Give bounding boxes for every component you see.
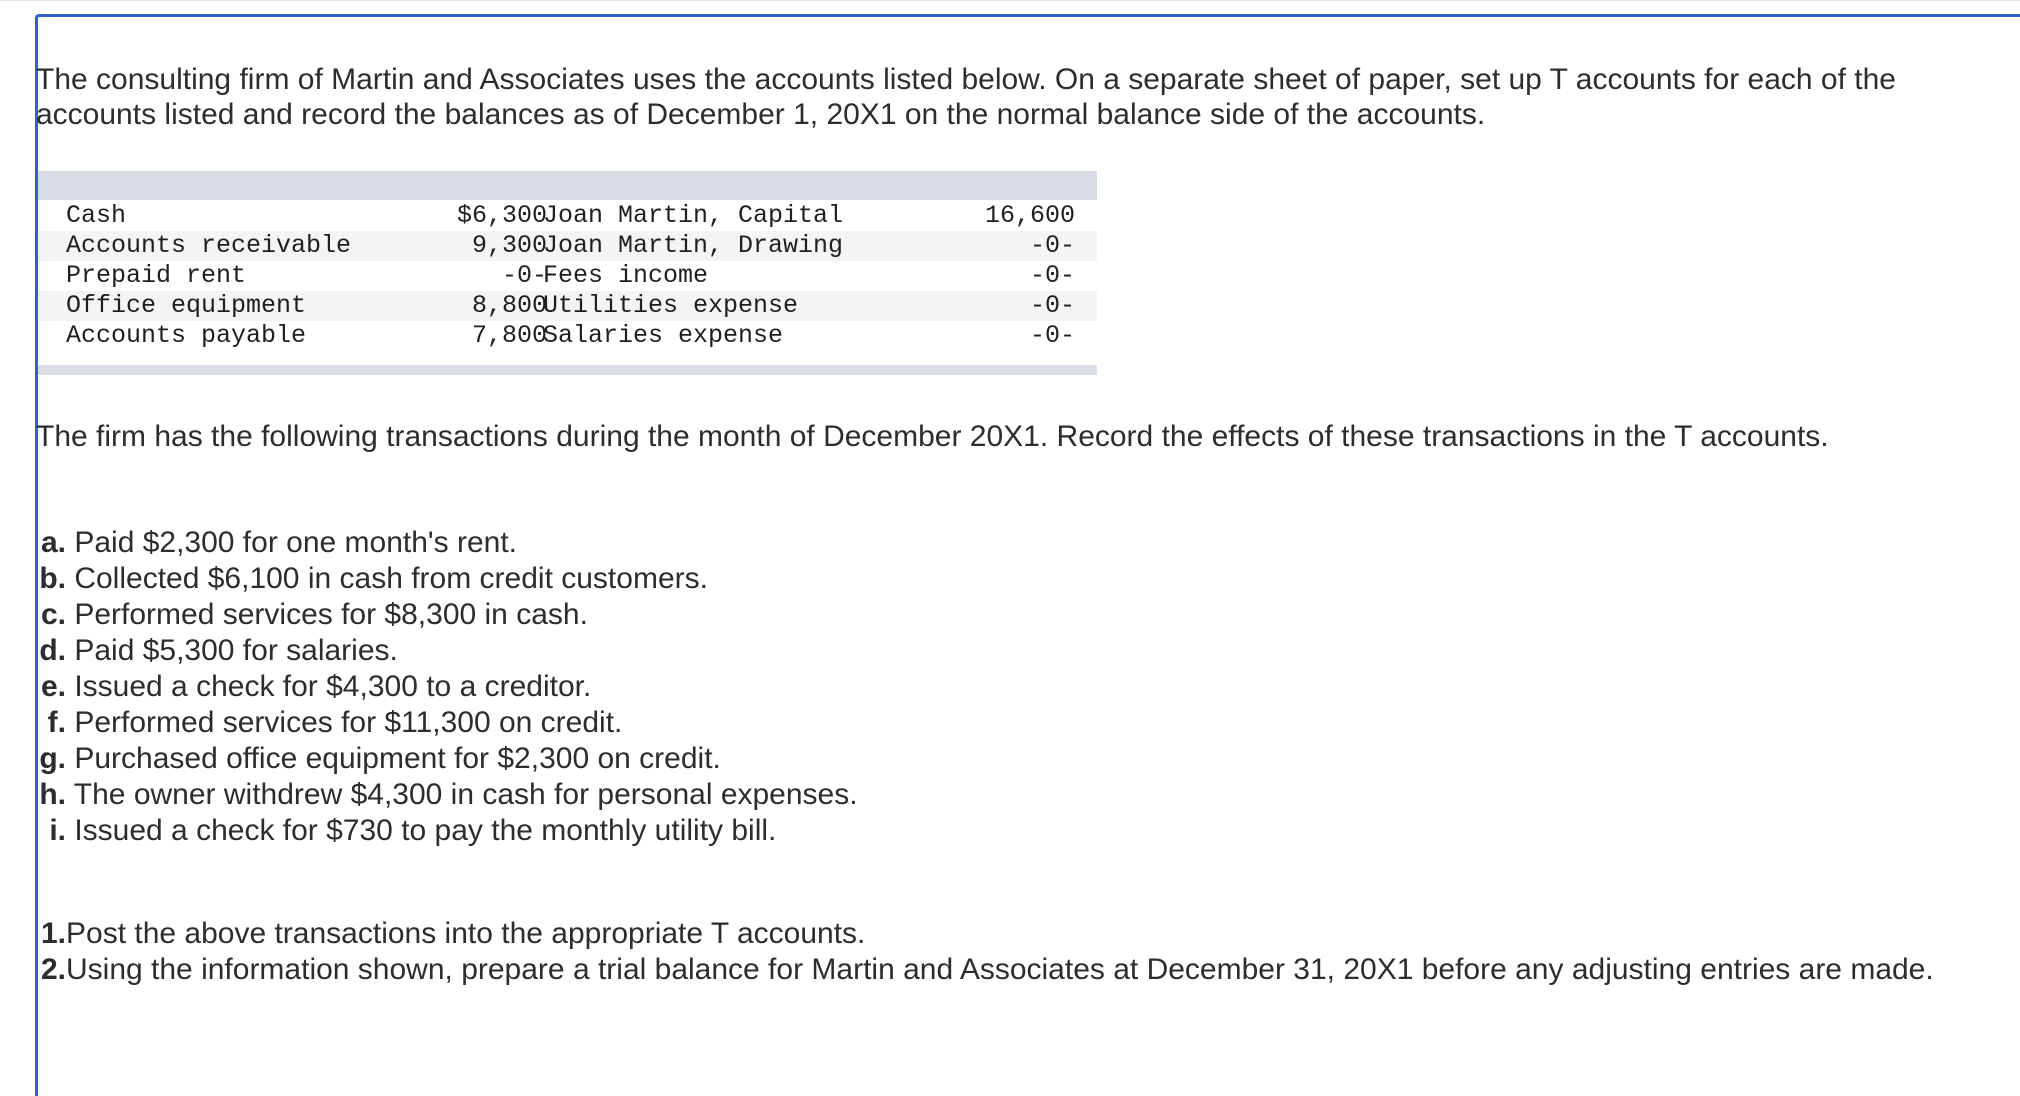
item-label: b.: [39, 562, 66, 595]
intro-paragraph: The consulting firm of Martin and Associates uses the accounts listed below. On a separate sheet of paper, set up T accounts for each of the accounts listed and record the balances as of December 1, 20X1 on the normal balance side of the accounts.: [36, 63, 1896, 131]
account-name: Joan Martin, Capital: [543, 201, 844, 230]
item-label: f.: [47, 706, 66, 739]
item-text: Issued a check for $4,300 to a creditor.: [66, 670, 592, 703]
account-name: Office equipment: [66, 291, 307, 320]
transactions-intro: The firm has the following transactions during the month of December 20X1. Record the effects of these transactions in the T accounts.: [36, 420, 1829, 453]
item-label: e.: [40, 670, 66, 703]
list-item: [30, 525, 1330, 561]
transactions-list: [30, 525, 1330, 849]
table-row: [38, 321, 1097, 351]
table-row: [38, 231, 1097, 261]
requirements-list: [30, 916, 1950, 988]
item-text: Issued a check for $730 to pay the monthly utility bill.: [66, 814, 777, 847]
list-item: [30, 705, 1330, 741]
item-label: c.: [40, 598, 66, 631]
accounts-rows: [38, 201, 1097, 351]
account-name: Cash: [66, 201, 127, 230]
accounts-table: [38, 171, 1097, 375]
table-footer-band: [38, 365, 1097, 375]
item-label: h.: [39, 778, 66, 811]
item-text: Using the information shown, prepare a trial balance for Martin and Associates at December 31, 20X1 before any adjusting entries are made.: [66, 953, 1934, 986]
list-item: [30, 813, 1330, 849]
account-name: Accounts receivable: [66, 231, 352, 260]
account-balance: -0-: [1029, 261, 1075, 290]
account-balance: 8,800: [471, 291, 547, 320]
item-text: Collected $6,100 in cash from credit customers.: [66, 562, 708, 595]
account-name: Prepaid rent: [66, 261, 247, 290]
list-item: [30, 916, 1950, 952]
table-row: [38, 261, 1097, 291]
table-header-band: [38, 171, 1097, 200]
item-text: The owner withdrew $4,300 in cash for personal expenses.: [66, 778, 858, 811]
account-name: Salaries expense: [543, 321, 784, 350]
list-item: [30, 597, 1330, 633]
item-text: Paid $2,300 for one month's rent.: [66, 526, 518, 559]
item-text: Purchased office equipment for $2,300 on credit.: [66, 742, 721, 775]
item-label: d.: [39, 634, 66, 667]
top-divider: [0, 0, 2020, 1]
account-balance: -0-: [501, 261, 547, 290]
item-text: Post the above transactions into the appropriate T accounts.: [66, 917, 866, 950]
table-row: [38, 291, 1097, 321]
account-name: Fees income: [543, 261, 709, 290]
item-label: a.: [40, 526, 66, 559]
list-item: [30, 741, 1330, 777]
account-balance: 7,800: [471, 321, 547, 350]
item-label: 2.: [40, 953, 66, 986]
account-name: Utilities expense: [543, 291, 799, 320]
account-balance: -0-: [1029, 321, 1075, 350]
list-item: [30, 952, 1950, 988]
account-balance: -0-: [1029, 231, 1075, 260]
list-item: [30, 777, 1330, 813]
account-balance: $6,300: [456, 201, 547, 230]
item-label: i.: [49, 814, 66, 847]
account-balance: 9,300: [471, 231, 547, 260]
item-text: Performed services for $8,300 in cash.: [66, 598, 588, 631]
item-text: Paid $5,300 for salaries.: [66, 634, 398, 667]
account-balance: -0-: [1029, 291, 1075, 320]
list-item: [30, 669, 1330, 705]
account-name: Accounts payable: [66, 321, 307, 350]
list-item: [30, 633, 1330, 669]
item-label: g.: [39, 742, 66, 775]
list-item: [30, 561, 1330, 597]
item-label: 1.: [40, 917, 66, 950]
account-name: Joan Martin, Drawing: [543, 231, 844, 260]
table-row: [38, 201, 1097, 231]
item-text: Performed services for $11,300 on credit.: [66, 706, 623, 739]
account-balance: 16,600: [984, 201, 1075, 230]
